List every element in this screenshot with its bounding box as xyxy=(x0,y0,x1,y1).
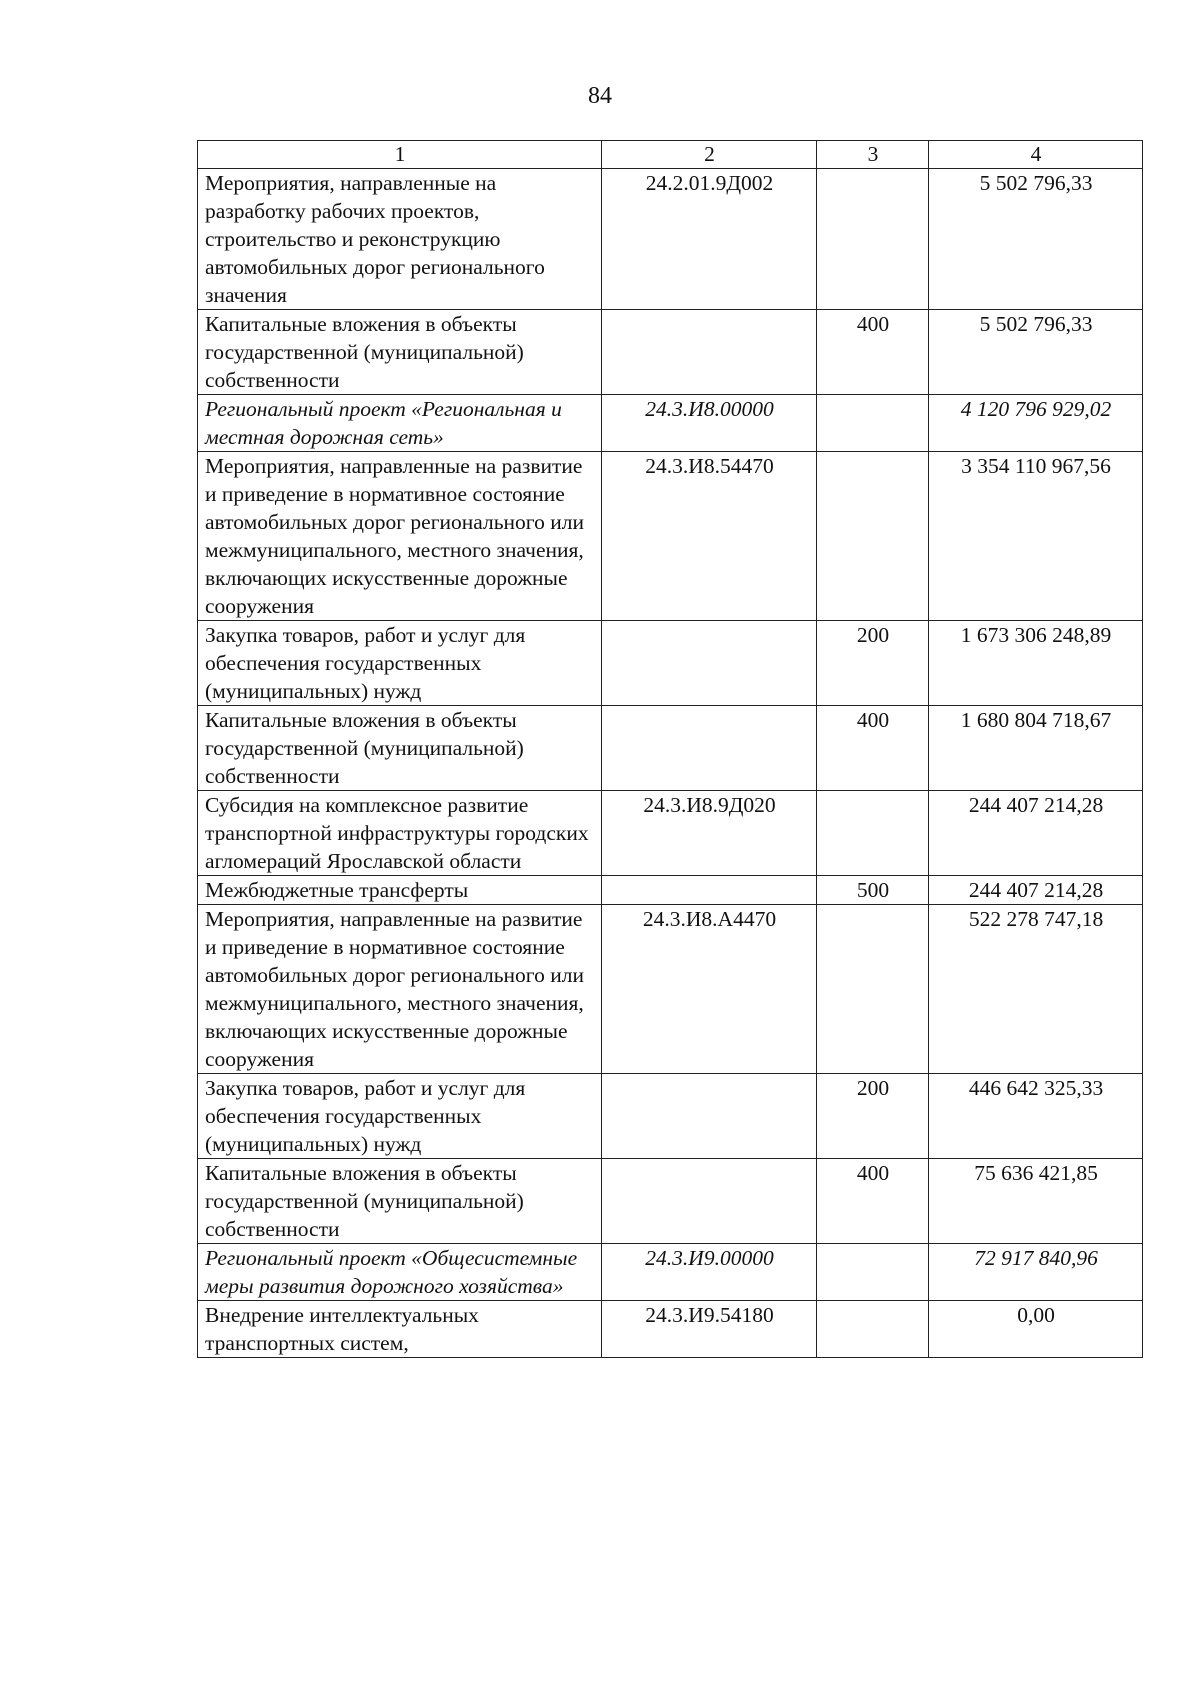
target-code: 24.3.И9.00000 xyxy=(602,1244,817,1301)
target-code xyxy=(602,1074,817,1159)
item-name: Мероприятия, направленные на разработку рабочих проектов, строительство и реконструкцию автомобильных дорог регионального значения xyxy=(198,169,602,310)
expense-type xyxy=(817,1301,929,1358)
expense-type xyxy=(817,791,929,876)
target-code xyxy=(602,1159,817,1244)
amount: 5 502 796,33 xyxy=(929,169,1143,310)
amount: 0,00 xyxy=(929,1301,1143,1358)
target-code: 24.3.И8.9Д020 xyxy=(602,791,817,876)
item-name: Региональный проект «Региональная и местная дорожная сеть» xyxy=(198,395,602,452)
table-row xyxy=(198,621,1143,706)
table-row xyxy=(198,1244,1143,1301)
expense-type xyxy=(817,169,929,310)
header-cell-2: 2 xyxy=(602,141,817,169)
table-row xyxy=(198,905,1143,1074)
target-code: 24.3.И9.54180 xyxy=(602,1301,817,1358)
target-code: 24.3.И8.00000 xyxy=(602,395,817,452)
table-body xyxy=(198,169,1143,1358)
item-name: Капитальные вложения в объекты государственной (муниципальной) собственности xyxy=(198,310,602,395)
table-row xyxy=(198,310,1143,395)
table-row xyxy=(198,876,1143,905)
expense-type: 400 xyxy=(817,706,929,791)
target-code: 24.3.И8.А4470 xyxy=(602,905,817,1074)
page-number: 84 xyxy=(588,83,612,109)
table-row xyxy=(198,395,1143,452)
item-name: Закупка товаров, работ и услуг для обеспечения государственных (муниципальных) нужд xyxy=(198,621,602,706)
amount: 446 642 325,33 xyxy=(929,1074,1143,1159)
expense-type xyxy=(817,452,929,621)
expense-type xyxy=(817,395,929,452)
header-cell-1: 1 xyxy=(198,141,602,169)
item-name: Капитальные вложения в объекты государственной (муниципальной) собственности xyxy=(198,706,602,791)
table-row xyxy=(198,706,1143,791)
header-cell-4: 4 xyxy=(929,141,1143,169)
item-name: Мероприятия, направленные на развитие и приведение в нормативное состояние автомобильных дорог регионального или межмуниципального, местного значения, включающих искусственные дорожные сооружения xyxy=(198,905,602,1074)
amount: 522 278 747,18 xyxy=(929,905,1143,1074)
expense-type: 200 xyxy=(817,621,929,706)
item-name: Капитальные вложения в объекты государственной (муниципальной) собственности xyxy=(198,1159,602,1244)
item-name: Мероприятия, направленные на развитие и приведение в нормативное состояние автомобильных дорог регионального или межмуниципального, местного значения, включающих искусственные дорожные сооружения xyxy=(198,452,602,621)
expense-type: 500 xyxy=(817,876,929,905)
table-row xyxy=(198,1301,1143,1358)
item-name: Межбюджетные трансферты xyxy=(198,876,602,905)
item-name: Закупка товаров, работ и услуг для обеспечения государственных (муниципальных) нужд xyxy=(198,1074,602,1159)
expense-type xyxy=(817,905,929,1074)
amount: 72 917 840,96 xyxy=(929,1244,1143,1301)
table-row xyxy=(198,1074,1143,1159)
amount: 244 407 214,28 xyxy=(929,791,1143,876)
header-row xyxy=(198,141,1143,169)
amount: 4 120 796 929,02 xyxy=(929,395,1143,452)
expense-type xyxy=(817,1244,929,1301)
amount: 75 636 421,85 xyxy=(929,1159,1143,1244)
item-name: Субсидия на комплексное развитие транспортной инфраструктуры городских агломераций Ярославской области xyxy=(198,791,602,876)
expense-type: 400 xyxy=(817,1159,929,1244)
target-code xyxy=(602,706,817,791)
item-name: Внедрение интеллектуальных транспортных систем, xyxy=(198,1301,602,1358)
amount: 1 680 804 718,67 xyxy=(929,706,1143,791)
target-code xyxy=(602,310,817,395)
table-row xyxy=(198,169,1143,310)
expense-type: 400 xyxy=(817,310,929,395)
table-row xyxy=(198,452,1143,621)
amount: 1 673 306 248,89 xyxy=(929,621,1143,706)
amount: 3 354 110 967,56 xyxy=(929,452,1143,621)
target-code: 24.2.01.9Д002 xyxy=(602,169,817,310)
budget-table xyxy=(197,140,1143,1358)
table-row xyxy=(198,791,1143,876)
amount: 5 502 796,33 xyxy=(929,310,1143,395)
item-name: Региональный проект «Общесистемные меры развития дорожного хозяйства» xyxy=(198,1244,602,1301)
header-cell-3: 3 xyxy=(817,141,929,169)
amount: 244 407 214,28 xyxy=(929,876,1143,905)
target-code: 24.3.И8.54470 xyxy=(602,452,817,621)
target-code xyxy=(602,876,817,905)
target-code xyxy=(602,621,817,706)
table-row xyxy=(198,1159,1143,1244)
expense-type: 200 xyxy=(817,1074,929,1159)
